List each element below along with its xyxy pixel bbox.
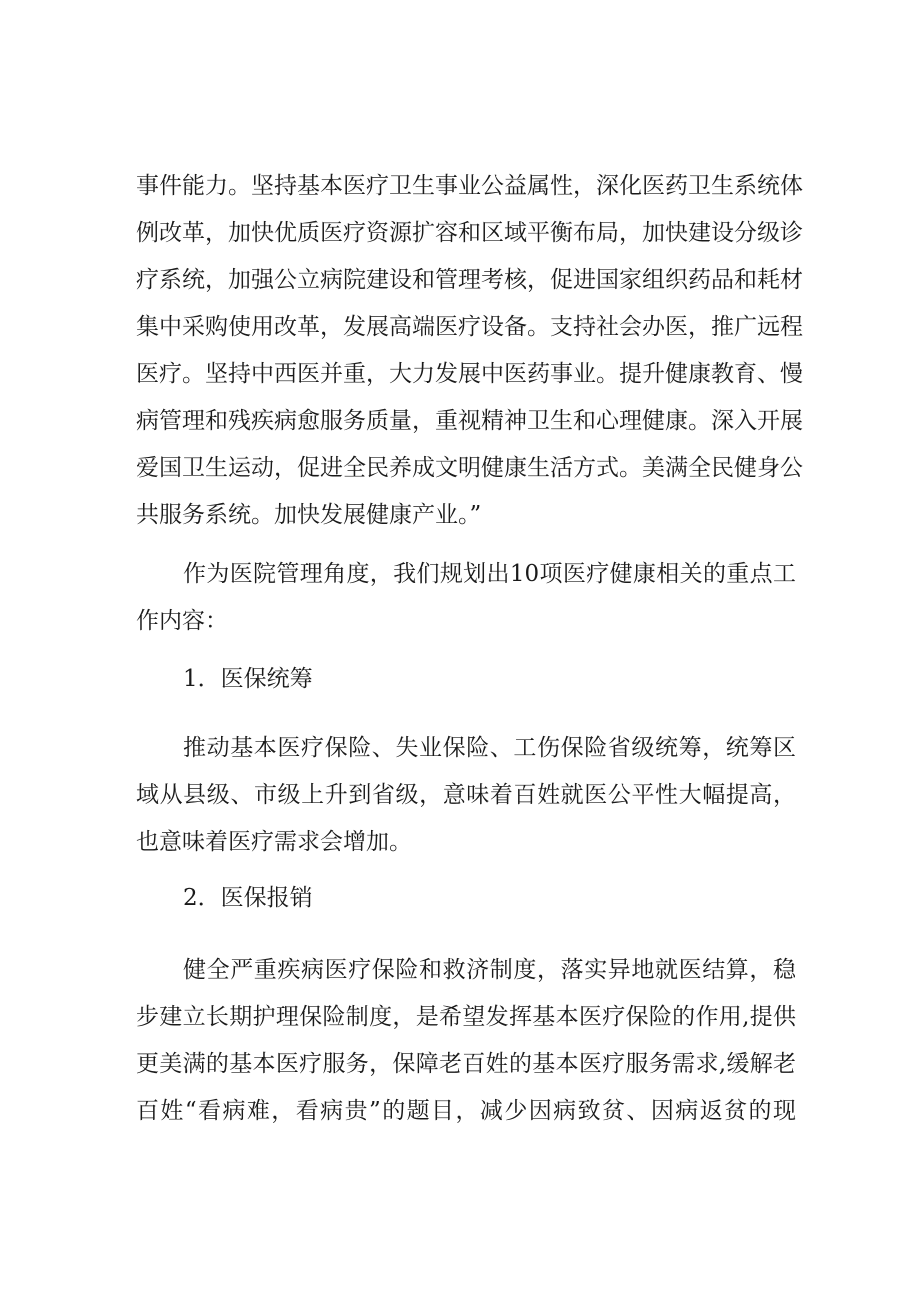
paragraph-line: 域从县级、市级上升到省级，意味着百姓就医公平性大幅提高， bbox=[136, 782, 796, 808]
paragraph-line: 更美满的基本医疗服务，保障老百姓的基本医疗服务需求,缓解老 bbox=[136, 1051, 796, 1077]
paragraph-line: 也意味着医疗需求会增加。 bbox=[136, 829, 412, 855]
paragraph-line: 步建立长期护理保险制度，是希望发挥基本医疗保险的作用,提供 bbox=[136, 1004, 796, 1030]
section-heading: 1．医保统筹 bbox=[183, 666, 313, 692]
paragraph-line: 例改革，加快优质医疗资源扩容和区域平衡布局，加快建设分级诊 bbox=[136, 220, 803, 246]
paragraph-line: 推动基本医疗保险、失业保险、工伤保险省级统筹，统筹区 bbox=[183, 735, 796, 761]
paragraph-line: 病管理和残疾病愈服务质量，重视精神卫生和心理健康。深入开展 bbox=[136, 408, 803, 434]
paragraph-line: 健全严重疾病医疗保险和救济制度，落实异地就医结算，稳 bbox=[183, 957, 796, 983]
paragraph-line: 医疗。坚持中西医并重，大力发展中医药事业。提升健康教育、慢 bbox=[136, 361, 803, 387]
paragraph-line: 作为医院管理角度，我们规划出10项医疗健康相关的重点工 bbox=[183, 561, 796, 587]
paragraph-line: 共服务系统。加快发展健康产业。” bbox=[136, 502, 482, 528]
section-heading: 2．医保报销 bbox=[183, 885, 313, 911]
paragraph-line: 疗系统，加强公立病院建设和管理考核，促进国家组织药品和耗材 bbox=[136, 267, 803, 293]
paragraph-line: 集中采购使用改革，发展高端医疗设备。支持社会办医，推广远程 bbox=[136, 314, 803, 340]
paragraph-line: 爱国卫生运动，促进全民养成文明健康生活方式。美满全民健身公 bbox=[136, 455, 803, 481]
paragraph-line: 百姓“看病难，看病贵”的题目，减少因病致贫、因病返贫的现 bbox=[136, 1098, 796, 1124]
paragraph-line: 作内容： bbox=[136, 608, 228, 634]
paragraph-line: 事件能力。坚持基本医疗卫生事业公益属性，深化医药卫生系统体 bbox=[136, 173, 803, 199]
